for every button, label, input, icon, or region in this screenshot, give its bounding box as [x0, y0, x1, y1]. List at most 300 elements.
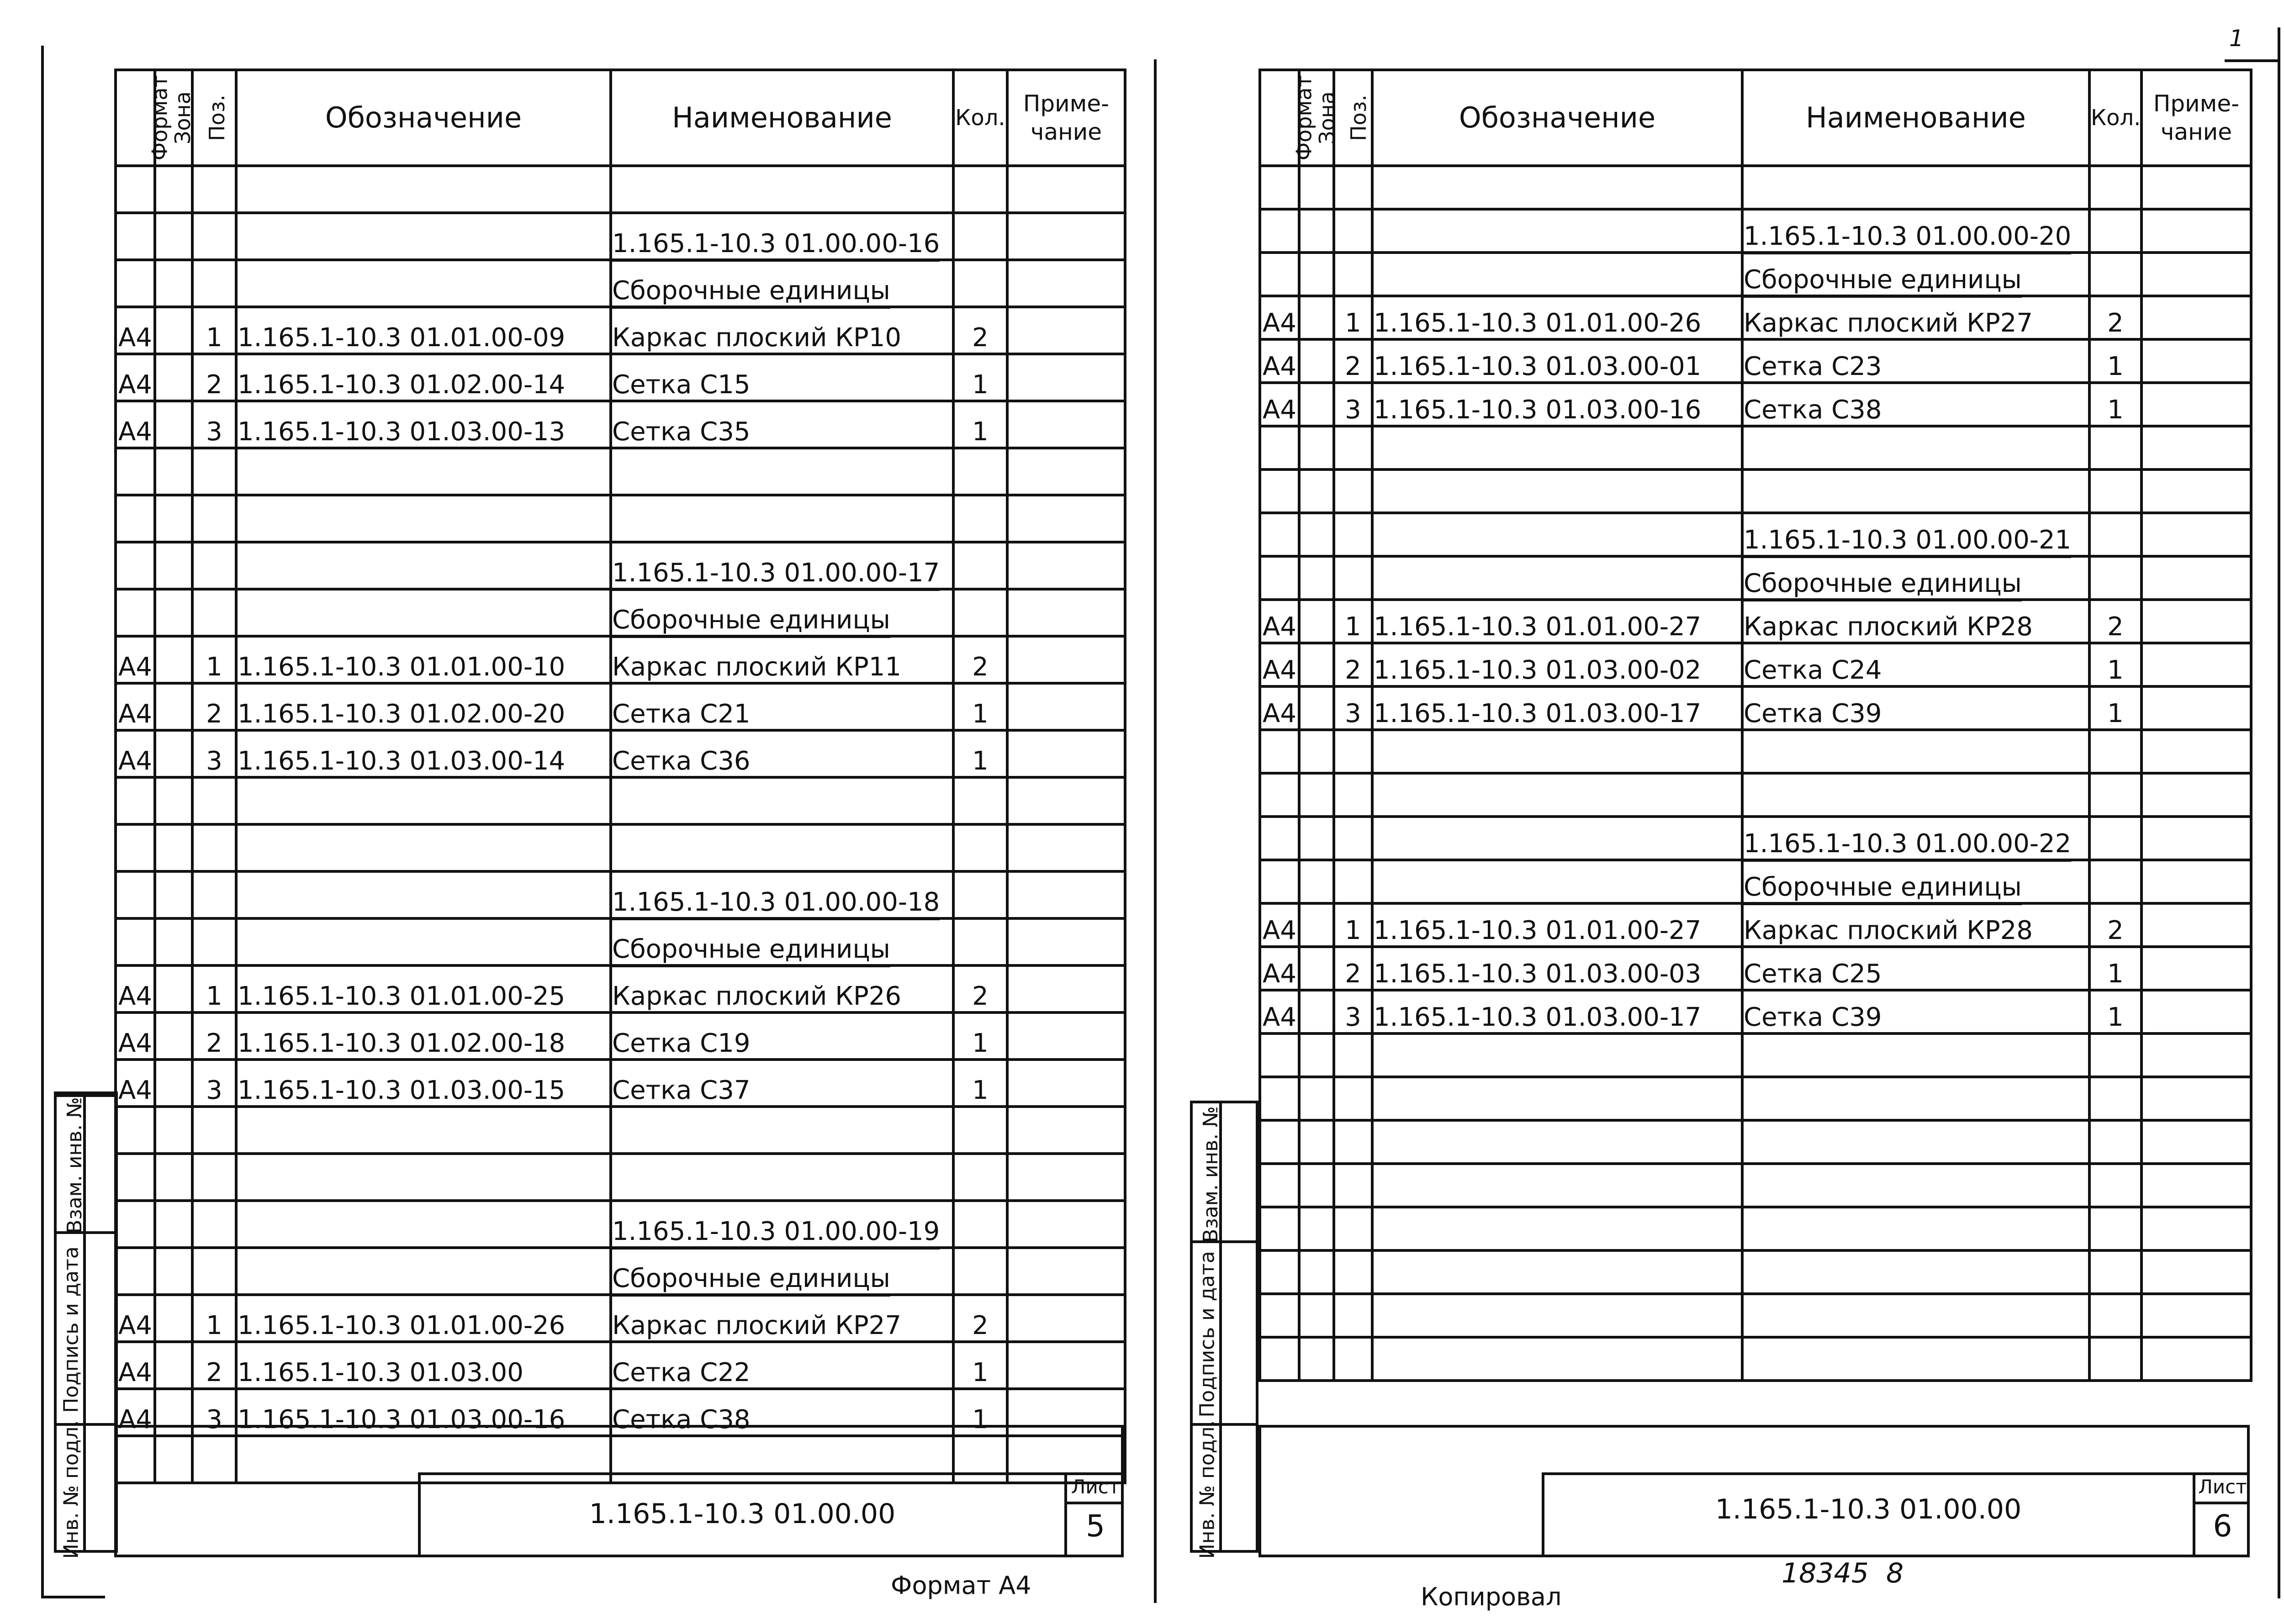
designation-cell	[236, 1201, 611, 1248]
designation-cell: 1.165.1-10.3 01.03.00-16	[236, 1389, 611, 1436]
name-cell	[1742, 1250, 2089, 1294]
designation-cell	[236, 589, 611, 636]
format-cell	[1260, 773, 1299, 817]
position-cell: 1	[192, 1295, 236, 1342]
format-cell	[1260, 209, 1299, 253]
format-cell	[116, 1248, 155, 1295]
table-row	[116, 824, 1125, 871]
note-cell	[1007, 1201, 1125, 1248]
zone-cell	[1299, 469, 1334, 513]
left-spec-table	[114, 69, 1126, 1484]
format-cell: А4	[1260, 990, 1299, 1033]
note-cell	[2141, 1337, 2251, 1381]
col-name-header: Наименование	[1742, 70, 2089, 166]
note-cell	[1007, 730, 1125, 777]
name-cell: Сетка С23	[1742, 339, 2089, 383]
designation-cell	[236, 260, 611, 307]
position-cell	[192, 777, 236, 824]
note-cell	[1007, 1107, 1125, 1154]
designation-cell: 1.165.1-10.3 01.02.00-18	[236, 1012, 611, 1060]
designation-cell	[1372, 730, 1742, 773]
qty-cell	[2089, 860, 2141, 903]
position-cell: 1	[192, 307, 236, 354]
zone-cell	[155, 871, 192, 918]
zone-cell	[1299, 1207, 1334, 1250]
name-cell	[1742, 1164, 2089, 1207]
format-cell	[1260, 1077, 1299, 1120]
name-cell	[1742, 1207, 2089, 1250]
table-row	[116, 1248, 1125, 1295]
side-label-replace-inv: Взам. инв. №	[63, 1097, 86, 1234]
col-name-header: Наименование	[611, 70, 953, 166]
designation-cell	[236, 495, 611, 542]
name-cell: 1.165.1-10.3 01.00.00-22	[1742, 817, 2089, 860]
note-cell	[2141, 339, 2251, 383]
zone-cell	[155, 448, 192, 495]
qty-cell: 1	[953, 683, 1007, 730]
name-cell	[611, 495, 953, 542]
designation-cell	[1372, 1077, 1742, 1120]
table-row	[116, 871, 1125, 918]
zone-cell	[1299, 1164, 1334, 1207]
format-cell	[1260, 1120, 1299, 1164]
table-row	[1260, 513, 2251, 556]
designation-cell	[1372, 209, 1742, 253]
table-row	[116, 777, 1125, 824]
table-row	[116, 1154, 1125, 1201]
qty-cell	[2089, 1077, 2141, 1120]
note-cell	[2141, 1164, 2251, 1207]
designation-cell	[1372, 817, 1742, 860]
qty-cell: 1	[2089, 990, 2141, 1033]
qty-cell	[953, 918, 1007, 965]
position-cell	[1334, 166, 1372, 209]
qty-cell	[953, 1154, 1007, 1201]
corner-mark: 1	[2229, 25, 2244, 52]
zone-cell	[155, 636, 192, 683]
note-cell	[2141, 600, 2251, 643]
designation-cell: 1.165.1-10.3 01.03.00-02	[1372, 643, 1742, 686]
position-cell: 3	[1334, 383, 1372, 426]
right-side-strip	[1190, 1101, 1258, 1559]
qty-cell	[2089, 1337, 2141, 1381]
qty-cell: 1	[2089, 947, 2141, 990]
side-label-replace-inv: Взам. инв. №	[1199, 1106, 1222, 1243]
position-cell: 2	[192, 354, 236, 401]
format-cell	[1260, 1164, 1299, 1207]
zone-cell	[1299, 296, 1334, 339]
format-cell: А4	[116, 307, 155, 354]
format-cell: А4	[116, 401, 155, 448]
qty-cell	[953, 542, 1007, 589]
name-cell: 1.165.1-10.3 01.00.00-18	[611, 871, 953, 918]
zone-cell	[1299, 1294, 1334, 1337]
table-row	[116, 1201, 1125, 1248]
format-cell: А4	[116, 730, 155, 777]
note-cell	[1007, 1012, 1125, 1060]
name-cell	[1742, 469, 2089, 513]
name-cell: Сетка С19	[611, 1012, 953, 1060]
format-cell	[116, 260, 155, 307]
format-cell	[116, 824, 155, 871]
format-cell: А4	[116, 1342, 155, 1389]
qty-cell	[2089, 730, 2141, 773]
position-cell	[192, 589, 236, 636]
name-cell: Сетка С39	[1742, 990, 2089, 1033]
col-qty-header: Кол.	[953, 70, 1007, 166]
position-cell	[1334, 1250, 1372, 1294]
format-cell	[116, 1154, 155, 1201]
zone-cell	[155, 1060, 192, 1107]
designation-cell	[1372, 1120, 1742, 1164]
zone-cell	[155, 1342, 192, 1389]
name-cell: Каркас плоский КР28	[1742, 600, 2089, 643]
position-cell: 2	[192, 683, 236, 730]
note-cell	[2141, 730, 2251, 773]
position-cell	[192, 260, 236, 307]
zone-cell	[155, 918, 192, 965]
note-cell	[2141, 860, 2251, 903]
designation-cell	[1372, 1250, 1742, 1294]
table-row	[116, 495, 1125, 542]
zone-cell	[1299, 1120, 1334, 1164]
position-cell	[1334, 773, 1372, 817]
zone-cell	[155, 354, 192, 401]
position-cell	[1334, 817, 1372, 860]
zone-cell	[1299, 513, 1334, 556]
table-row	[116, 730, 1125, 777]
format-cell	[116, 448, 155, 495]
format-cell	[1260, 730, 1299, 773]
table-row	[116, 636, 1125, 683]
name-cell	[611, 824, 953, 871]
name-cell: Сетка С22	[611, 1342, 953, 1389]
table-row	[1260, 773, 2251, 817]
note-cell	[2141, 209, 2251, 253]
format-cell	[1260, 513, 1299, 556]
note-cell	[1007, 777, 1125, 824]
designation-cell: 1.165.1-10.3 01.03.00-01	[1372, 339, 1742, 383]
right-doc-code: 1.165.1-10.3 01.00.00	[1715, 1493, 2022, 1525]
qty-cell: 2	[953, 1295, 1007, 1342]
designation-cell	[1372, 1033, 1742, 1077]
name-cell: Сборочные единицы	[1742, 253, 2089, 296]
table-row	[1260, 1164, 2251, 1207]
designation-cell: 1.165.1-10.3 01.02.00-14	[236, 354, 611, 401]
name-cell	[1742, 166, 2089, 209]
format-cell	[1260, 426, 1299, 469]
position-cell	[1334, 513, 1372, 556]
designation-cell	[236, 918, 611, 965]
format-cell	[116, 166, 155, 213]
note-cell	[2141, 817, 2251, 860]
table-row	[116, 589, 1125, 636]
name-cell: Каркас плоский КР11	[611, 636, 953, 683]
table-row	[116, 213, 1125, 260]
zone-cell	[155, 730, 192, 777]
name-cell	[611, 1107, 953, 1154]
table-row	[116, 448, 1125, 495]
zone-cell	[155, 166, 192, 213]
right-sheet-label: Лист	[2195, 1472, 2250, 1504]
position-cell	[192, 542, 236, 589]
zone-cell	[1299, 643, 1334, 686]
designation-cell: 1.165.1-10.3 01.03.00-13	[236, 401, 611, 448]
zone-cell	[1299, 686, 1334, 730]
format-cell: А4	[116, 1060, 155, 1107]
qty-cell: 1	[953, 1060, 1007, 1107]
qty-cell	[2089, 773, 2141, 817]
format-cell: А4	[1260, 383, 1299, 426]
designation-cell	[236, 1248, 611, 1295]
position-cell	[1334, 1337, 1372, 1381]
format-cell	[1260, 860, 1299, 903]
note-cell	[2141, 253, 2251, 296]
qty-cell: 2	[2089, 600, 2141, 643]
note-cell	[1007, 307, 1125, 354]
note-cell	[1007, 401, 1125, 448]
note-cell	[2141, 1250, 2251, 1294]
note-cell	[1007, 1342, 1125, 1389]
table-row	[1260, 1207, 2251, 1250]
designation-cell	[1372, 860, 1742, 903]
table-row	[116, 307, 1125, 354]
designation-cell	[236, 824, 611, 871]
col-format-header: Формат	[116, 70, 155, 166]
designation-cell	[236, 777, 611, 824]
table-row	[1260, 600, 2251, 643]
name-cell: Сборочные единицы	[611, 1248, 953, 1295]
name-cell	[1742, 1294, 2089, 1337]
designation-cell	[236, 871, 611, 918]
table-row	[1260, 1294, 2251, 1337]
position-cell: 3	[192, 1060, 236, 1107]
table-row	[1260, 860, 2251, 903]
note-cell	[1007, 448, 1125, 495]
zone-cell	[155, 683, 192, 730]
zone-cell	[155, 495, 192, 542]
designation-cell: 1.165.1-10.3 01.01.00-26	[1372, 296, 1742, 339]
note-cell	[2141, 469, 2251, 513]
zone-cell	[155, 213, 192, 260]
col-note-header: Приме- чание	[1007, 70, 1125, 166]
left-side-strip	[54, 1091, 118, 1559]
zone-cell	[1299, 773, 1334, 817]
designation-cell	[236, 213, 611, 260]
note-cell	[2141, 1033, 2251, 1077]
position-cell	[192, 918, 236, 965]
position-cell: 1	[192, 636, 236, 683]
table-row	[1260, 296, 2251, 339]
format-cell: А4	[116, 965, 155, 1012]
position-cell: 2	[192, 1012, 236, 1060]
left-spec-body	[116, 166, 1125, 1483]
format-cell	[1260, 166, 1299, 209]
name-cell: Каркас плоский КР10	[611, 307, 953, 354]
note-cell	[2141, 296, 2251, 339]
table-row	[116, 1107, 1125, 1154]
format-cell	[116, 213, 155, 260]
note-cell	[1007, 683, 1125, 730]
position-cell	[1334, 1077, 1372, 1120]
position-cell: 3	[192, 730, 236, 777]
designation-cell	[1372, 1207, 1742, 1250]
qty-cell: 1	[953, 401, 1007, 448]
name-cell: Сборочные единицы	[1742, 556, 2089, 600]
position-cell	[192, 1201, 236, 1248]
name-cell: 1.165.1-10.3 01.00.00-17	[611, 542, 953, 589]
format-cell: А4	[116, 636, 155, 683]
table-row	[116, 683, 1125, 730]
name-cell: Сетка С21	[611, 683, 953, 730]
note-cell	[1007, 354, 1125, 401]
name-cell: Сетка С39	[1742, 686, 2089, 730]
qty-cell	[2089, 209, 2141, 253]
designation-cell	[1372, 1337, 1742, 1381]
designation-cell	[1372, 556, 1742, 600]
designation-cell: 1.165.1-10.3 01.01.00-27	[1372, 903, 1742, 947]
format-cell	[1260, 469, 1299, 513]
qty-cell: 1	[953, 1012, 1007, 1060]
table-row	[1260, 686, 2251, 730]
note-cell	[1007, 589, 1125, 636]
table-row	[1260, 426, 2251, 469]
note-cell	[2141, 1120, 2251, 1164]
position-cell	[192, 448, 236, 495]
note-cell	[2141, 513, 2251, 556]
format-cell: А4	[1260, 686, 1299, 730]
qty-cell	[2089, 817, 2141, 860]
name-cell: Сборочные единицы	[611, 260, 953, 307]
side-label-inv-orig: Инв. № подл.	[59, 1420, 83, 1559]
note-cell	[1007, 636, 1125, 683]
zone-cell	[155, 1295, 192, 1342]
table-row	[1260, 1120, 2251, 1164]
handwritten-number: 18345 8	[1782, 1557, 1904, 1589]
table-row	[1260, 1337, 2251, 1381]
qty-cell	[2089, 513, 2141, 556]
zone-cell	[1299, 383, 1334, 426]
position-cell	[192, 871, 236, 918]
name-cell: Сборочные единицы	[611, 918, 953, 965]
table-row	[1260, 253, 2251, 296]
format-cell	[116, 918, 155, 965]
qty-cell: 1	[2089, 643, 2141, 686]
format-cell: А4	[116, 1012, 155, 1060]
format-cell: А4	[1260, 947, 1299, 990]
table-row	[116, 1012, 1125, 1060]
designation-cell: 1.165.1-10.3 01.03.00-17	[1372, 686, 1742, 730]
name-cell: Сборочные единицы	[1742, 860, 2089, 903]
position-cell	[192, 1248, 236, 1295]
qty-cell	[2089, 253, 2141, 296]
zone-cell	[155, 1248, 192, 1295]
position-cell	[1334, 1294, 1372, 1337]
zone-cell	[1299, 556, 1334, 600]
position-cell: 2	[1334, 339, 1372, 383]
col-designation-header: Обозначение	[236, 70, 611, 166]
format-cell: А4	[116, 354, 155, 401]
left-doc-code: 1.165.1-10.3 01.00.00	[589, 1498, 896, 1530]
qty-cell	[953, 213, 1007, 260]
col-pos-header: Поз.	[192, 70, 236, 166]
zone-cell	[1299, 730, 1334, 773]
qty-cell	[953, 448, 1007, 495]
name-cell: Сетка С37	[611, 1060, 953, 1107]
position-cell: 2	[1334, 643, 1372, 686]
name-cell: Сетка С24	[1742, 643, 2089, 686]
note-cell	[2141, 947, 2251, 990]
format-cell	[1260, 817, 1299, 860]
designation-cell: 1.165.1-10.3 01.03.00-16	[1372, 383, 1742, 426]
zone-cell	[155, 824, 192, 871]
note-cell	[2141, 556, 2251, 600]
position-cell	[1334, 556, 1372, 600]
note-cell	[1007, 1154, 1125, 1201]
table-row	[116, 542, 1125, 589]
format-cell	[1260, 556, 1299, 600]
qty-cell: 1	[2089, 339, 2141, 383]
format-cell	[116, 1201, 155, 1248]
designation-cell	[1372, 773, 1742, 817]
qty-cell: 2	[2089, 296, 2141, 339]
note-cell	[1007, 213, 1125, 260]
zone-cell	[1299, 990, 1334, 1033]
qty-cell	[953, 777, 1007, 824]
qty-cell: 1	[2089, 686, 2141, 730]
note-cell	[1007, 260, 1125, 307]
zone-cell	[155, 589, 192, 636]
designation-cell: 1.165.1-10.3 01.01.00-25	[236, 965, 611, 1012]
table-row	[1260, 469, 2251, 513]
table-row	[116, 918, 1125, 965]
table-row	[1260, 1077, 2251, 1120]
zone-cell	[155, 1201, 192, 1248]
qty-cell: 1	[953, 1389, 1007, 1436]
format-cell	[116, 777, 155, 824]
qty-cell: 1	[2089, 383, 2141, 426]
designation-cell: 1.165.1-10.3 01.01.00-26	[236, 1295, 611, 1342]
position-cell: 3	[1334, 990, 1372, 1033]
qty-cell	[953, 824, 1007, 871]
position-cell	[1334, 1207, 1372, 1250]
position-cell: 1	[1334, 903, 1372, 947]
qty-cell: 2	[953, 636, 1007, 683]
side-label-sign-date: Подпись и дата	[59, 1246, 83, 1413]
name-cell	[1742, 1077, 2089, 1120]
name-cell: Сетка С35	[611, 401, 953, 448]
qty-cell	[953, 260, 1007, 307]
name-cell	[1742, 426, 2089, 469]
zone-cell	[155, 401, 192, 448]
table-row	[1260, 643, 2251, 686]
zone-cell	[1299, 339, 1334, 383]
position-cell	[1334, 253, 1372, 296]
format-cell: А4	[1260, 600, 1299, 643]
note-cell	[1007, 918, 1125, 965]
qty-cell	[953, 495, 1007, 542]
table-row	[1260, 209, 2251, 253]
note-cell	[1007, 824, 1125, 871]
position-cell	[192, 824, 236, 871]
right-footer-copied: Копировал	[1421, 1582, 1562, 1611]
name-cell	[1742, 1120, 2089, 1164]
note-cell	[2141, 990, 2251, 1033]
designation-cell	[1372, 166, 1742, 209]
qty-cell	[2089, 1120, 2141, 1164]
designation-cell: 1.165.1-10.3 01.02.00-20	[236, 683, 611, 730]
qty-cell	[953, 589, 1007, 636]
